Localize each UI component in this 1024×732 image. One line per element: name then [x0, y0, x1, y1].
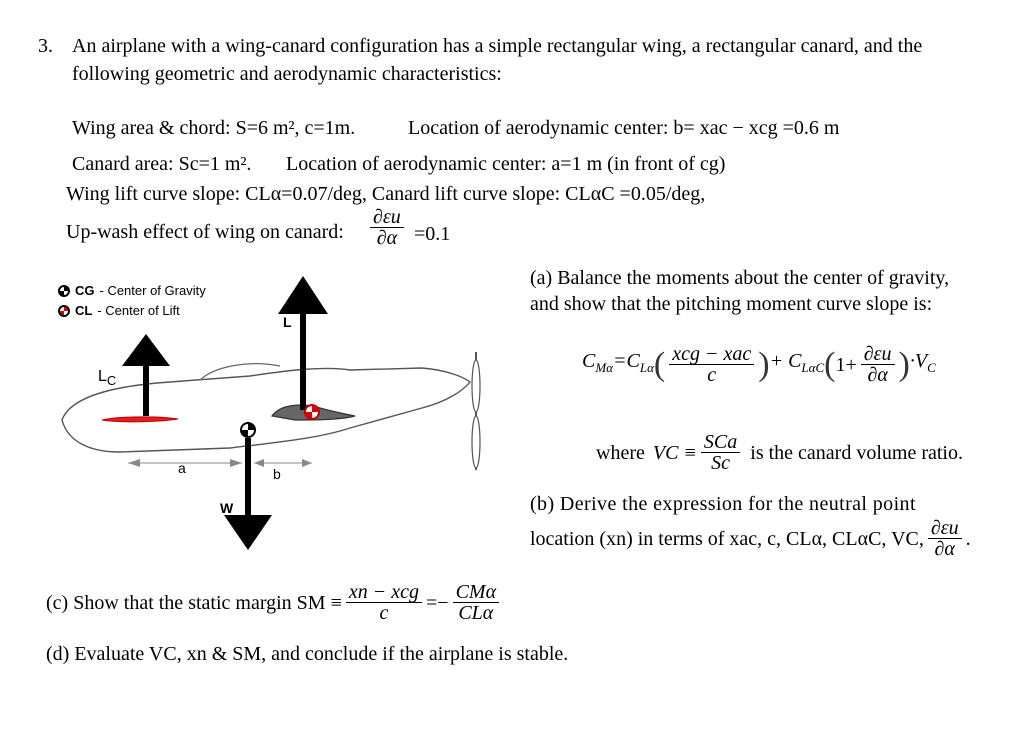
legend-cl-text: - Center of Lift	[97, 303, 180, 318]
dimension-b-label: b	[273, 466, 281, 482]
canard-lift-label	[98, 368, 116, 388]
part-c-minus: =−	[426, 591, 449, 614]
part-c-text: (c) Show that the static margin SM ≡	[46, 591, 342, 614]
eq-vc: $\cdot V_C$	[909, 350, 936, 375]
problem-number: 3.	[38, 35, 53, 57]
intro-line-1: An airplane with a wing-canard configuration has a simple rectangular wing, a rectangular canard, and the	[72, 35, 923, 57]
canard-lift-sub: C	[106, 373, 117, 389]
part-b-line-2	[530, 518, 971, 559]
part-c-fraction-1: $\frac{\text{xn − xcg}}{c}$	[346, 582, 422, 623]
eq-clac: + $C_{L\alpha C}$	[769, 350, 825, 375]
part-b-text: location (xn) in terms of xac, c, CLα, CLαC, VC,	[530, 527, 924, 550]
part-c-fraction-2: $\frac{\text{CMα}}{\text{CLα}}$	[453, 582, 500, 623]
upwash-value: =0.1	[414, 223, 451, 245]
eq-cm: $C_{M\alpha}$	[582, 350, 613, 375]
fuselage-outline	[62, 368, 470, 452]
part-c	[46, 582, 503, 623]
part-a-line-1: (a) Balance the moments about the center of gravity,	[530, 267, 950, 289]
canard-ac-text: Location of aerodynamic center: a=1 m (in front of cg)	[286, 153, 726, 175]
lift-slopes-text: Wing lift curve slope: CLα=0.07/deg, Canard lift curve slope: CLαC =0.05/deg,	[66, 183, 706, 205]
canard-lift-arrowhead	[122, 334, 170, 366]
where-word: where	[596, 441, 645, 464]
part-b-end: .	[965, 527, 971, 550]
part-b-line-1: (b) Derive the expression for the neutral point	[530, 493, 916, 515]
upwash-label: Up-wash effect of wing on canard:	[66, 221, 344, 243]
lift-label: L	[283, 314, 292, 330]
wing-lift-arrowhead	[278, 276, 328, 314]
legend-cg-abbr: CG	[75, 283, 95, 298]
part-d: (d) Evaluate VC, xn & SM, and conclude if the airplane is stable.	[46, 643, 569, 665]
legend-cl-abbr: CL	[75, 303, 93, 318]
vc-description: is the canard volume ratio.	[750, 441, 963, 464]
airplane-diagram	[50, 270, 500, 560]
eq-cl: $=C_{L\alpha}$	[613, 350, 654, 375]
volume-ratio-definition	[596, 432, 963, 473]
canard-lift-letter: L	[98, 368, 107, 385]
wing-ac-text: Location of aerodynamic center: b= xac − xcg =0.6 m	[408, 117, 840, 139]
dimension-a-label: a	[178, 460, 186, 476]
canard-area-text: Canard area: Sc=1 m².	[72, 153, 252, 175]
upwash-denominator: ∂α	[376, 227, 398, 249]
part-b-fraction: $\frac{\partial\varepsilon u}{\partial\alpha}$	[928, 518, 962, 559]
eq-position-fraction: $\frac{\text{xcg − xac}}{c}$	[669, 344, 754, 385]
upwash-fraction	[366, 207, 408, 248]
eq-upwash-fraction: $\frac{\partial\varepsilon u}{\partial\alpha}$	[861, 344, 895, 385]
legend-cg-text: - Center of Gravity	[99, 283, 206, 298]
pitching-moment-equation: $C_{M\alpha}$ $=C_{L\alpha}$ ( $\frac{\text{xcg − xac}}{c}$ ) + $C_{L\alpha C}$ ( 1+ $\frac{\partial\varepsilon u}{\partial\alpha}$ ) $\cdot V_C$	[582, 343, 936, 386]
weight-label: W	[220, 500, 234, 516]
upwash-numerator: ∂εu	[370, 207, 404, 228]
intro-line-2: following geometric and aerodynamic characteristics:	[72, 63, 502, 85]
wing-area-text: Wing area & chord: S=6 m², c=1m.	[72, 117, 356, 139]
weight-arrowhead	[224, 515, 272, 550]
vc-fraction: $\frac{\text{SCa}}{Sc}$	[701, 432, 740, 473]
propeller-hub	[472, 360, 480, 412]
part-a-line-2: and show that the pitching moment curve slope is:	[530, 293, 933, 315]
vc-symbol: VC ≡	[652, 441, 697, 464]
eq-one: 1+	[835, 353, 857, 376]
